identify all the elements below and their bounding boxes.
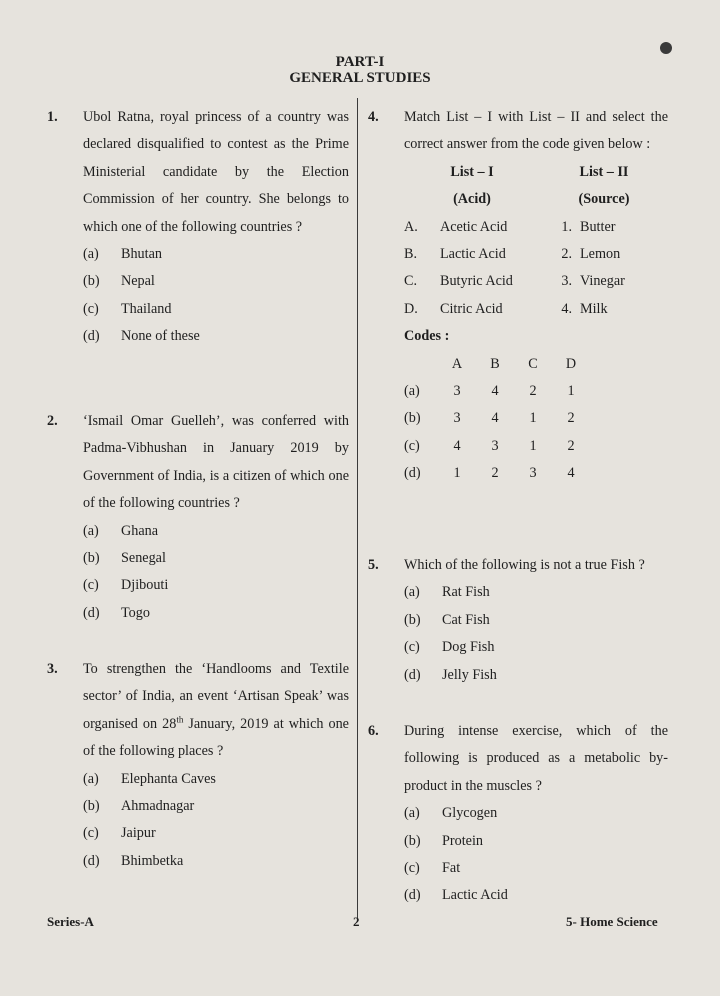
code-option-c: (c) 4 3 1 2 <box>404 437 575 454</box>
list-row: B. Lactic Acid 2. Lemon <box>404 246 621 263</box>
question-number: 4. <box>368 109 379 125</box>
option-a: (a) Ghana <box>83 522 159 539</box>
codes-title: Codes : <box>404 328 450 345</box>
option-a: (a) Rat Fish <box>404 584 490 601</box>
option-c: (c) Jaipur <box>83 825 156 842</box>
question-text: ‘Ismail Omar Guelleh’, was conferred with Padma-Vibhushan in January 2019 by Government of India, is a citizen of which one of the following countries ? <box>83 413 349 512</box>
option-d: (d) Jelly Fish <box>404 666 497 683</box>
question-number: 1. <box>47 109 58 125</box>
option-a: (a) Elephanta Caves <box>83 770 216 787</box>
question-1 <box>47 104 349 351</box>
option-b: (b) Protein <box>404 832 483 849</box>
option-d: (d) Bhimbetka <box>83 852 184 869</box>
punch-hole-mark <box>660 42 672 54</box>
option-c: (c) Fat <box>404 860 461 877</box>
question-text: During intense exercise, which of the following is produced as a metabolic by-product in the muscles ? <box>404 723 668 794</box>
list-headers: List – I List – II <box>450 163 629 180</box>
option-b: (b) Cat Fish <box>404 611 490 628</box>
option-c: (c) Thailand <box>83 300 172 317</box>
question-text: Which of the following is not a true Fish ? <box>404 557 645 573</box>
part-heading: PART-I <box>335 54 385 70</box>
question-number: 2. <box>47 413 58 429</box>
question-2 <box>47 408 349 627</box>
question-5 <box>368 552 668 689</box>
code-option-d: (d) 1 2 3 4 <box>404 465 575 482</box>
list-row: A. Acetic Acid 1. Butter <box>404 218 616 235</box>
option-b: (b) Senegal <box>83 550 166 567</box>
code-option-b: (b) 3 4 1 2 <box>404 410 575 427</box>
question-text: Match List – I with List – II and select the correct answer from the code given below : <box>404 109 668 153</box>
question-number: 5. <box>368 557 379 573</box>
question-number: 6. <box>368 723 379 739</box>
option-a: (a) Bhutan <box>83 246 162 263</box>
question-text: Ubol Ratna, royal princess of a country was declared disqualified to contest as the Prime Ministerial candidate by the Election Commission of her country. She belongs to which one of the following countries ? <box>83 109 349 235</box>
question-text: To strengthen the ‘Handlooms and Textile sector’ of India, an event ‘Artisan Speak’ was organised on 28th January, 2019 at which one of the following places ? <box>83 661 349 760</box>
question-4 <box>368 104 668 488</box>
question-3 <box>47 656 349 875</box>
option-b: (b) Nepal <box>83 273 155 290</box>
question-number: 3. <box>47 661 58 677</box>
footer-subject: 5- Home Science <box>566 914 658 929</box>
list-row: C. Butyric Acid 3. Vinegar <box>404 273 625 290</box>
footer-page-number: 2 <box>353 914 360 929</box>
section-heading: GENERAL STUDIES <box>289 70 431 86</box>
question-6 <box>368 718 668 910</box>
codes-header: A B C D <box>451 355 577 372</box>
option-c: (c) Djibouti <box>83 577 169 594</box>
option-a: (a) Glycogen <box>404 805 498 822</box>
option-b: (b) Ahmadnagar <box>83 798 195 815</box>
column-divider <box>357 98 358 918</box>
list-subheaders: (Acid) (Source) <box>453 191 630 208</box>
list-row: D. Citric Acid 4. Milk <box>404 300 608 317</box>
option-d: (d) None of these <box>83 328 200 345</box>
option-d: (d) Togo <box>83 604 150 621</box>
option-c: (c) Dog Fish <box>404 639 495 656</box>
footer-series: Series-A <box>47 914 94 929</box>
option-d: (d) Lactic Acid <box>404 887 508 904</box>
code-option-a: (a) 3 4 2 1 <box>404 383 575 400</box>
